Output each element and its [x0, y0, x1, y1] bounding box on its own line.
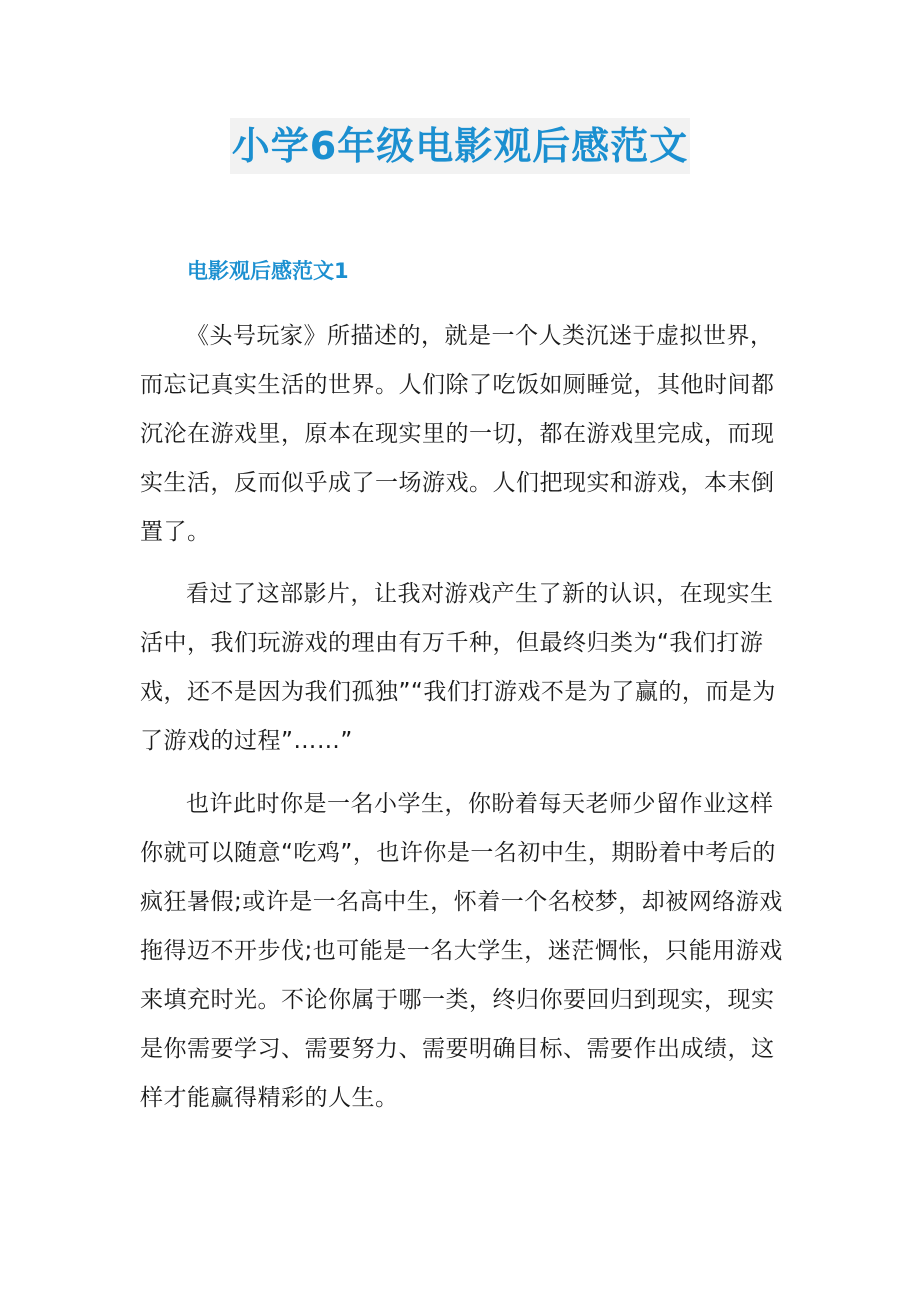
paragraph-2: 看过了这部影片，让我对游戏产生了新的认识，在现实生活中，我们玩游戏的理由有万千种，但最终归类为“我们打游戏，还不是因为我们孤独”“我们打游戏不是为了赢的，而是为了游戏的过程”……”	[140, 581, 776, 754]
paragraph-1: 《头号玩家》所描述的，就是一个人类沉迷于虚拟世界，而忘记真实生活的世界。人们除了吃饭如厕睡觉，其他时间都沉沦在游戏里，原本在现实里的一切，都在游戏里完成，而现实生活，反而似乎成了一场游戏。人们把现实和游戏，本末倒置了。	[140, 323, 775, 545]
page-title-text: 小学6年级电影观后感范文	[230, 118, 690, 174]
section-heading: 电影观后感范文1	[187, 259, 349, 283]
paragraph-3: 也许此时你是一名小学生，你盼着每天老师少留作业这样你就可以随意“吃鸡”，也许你是一名初中生，期盼着中考后的疯狂暑假;或许是一名高中生，怀着一个名校梦，却被网络游戏拖得迈不开步伐;也可能是一名大学生，迷茫惆怅，只能用游戏来填充时光。不论你属于哪一类，终归你要回归到现实，现实是你需要学习、需要努力、需要明确目标、需要作出成绩，这样才能赢得精彩的人生。	[140, 791, 783, 1111]
page-title	[0, 118, 920, 174]
